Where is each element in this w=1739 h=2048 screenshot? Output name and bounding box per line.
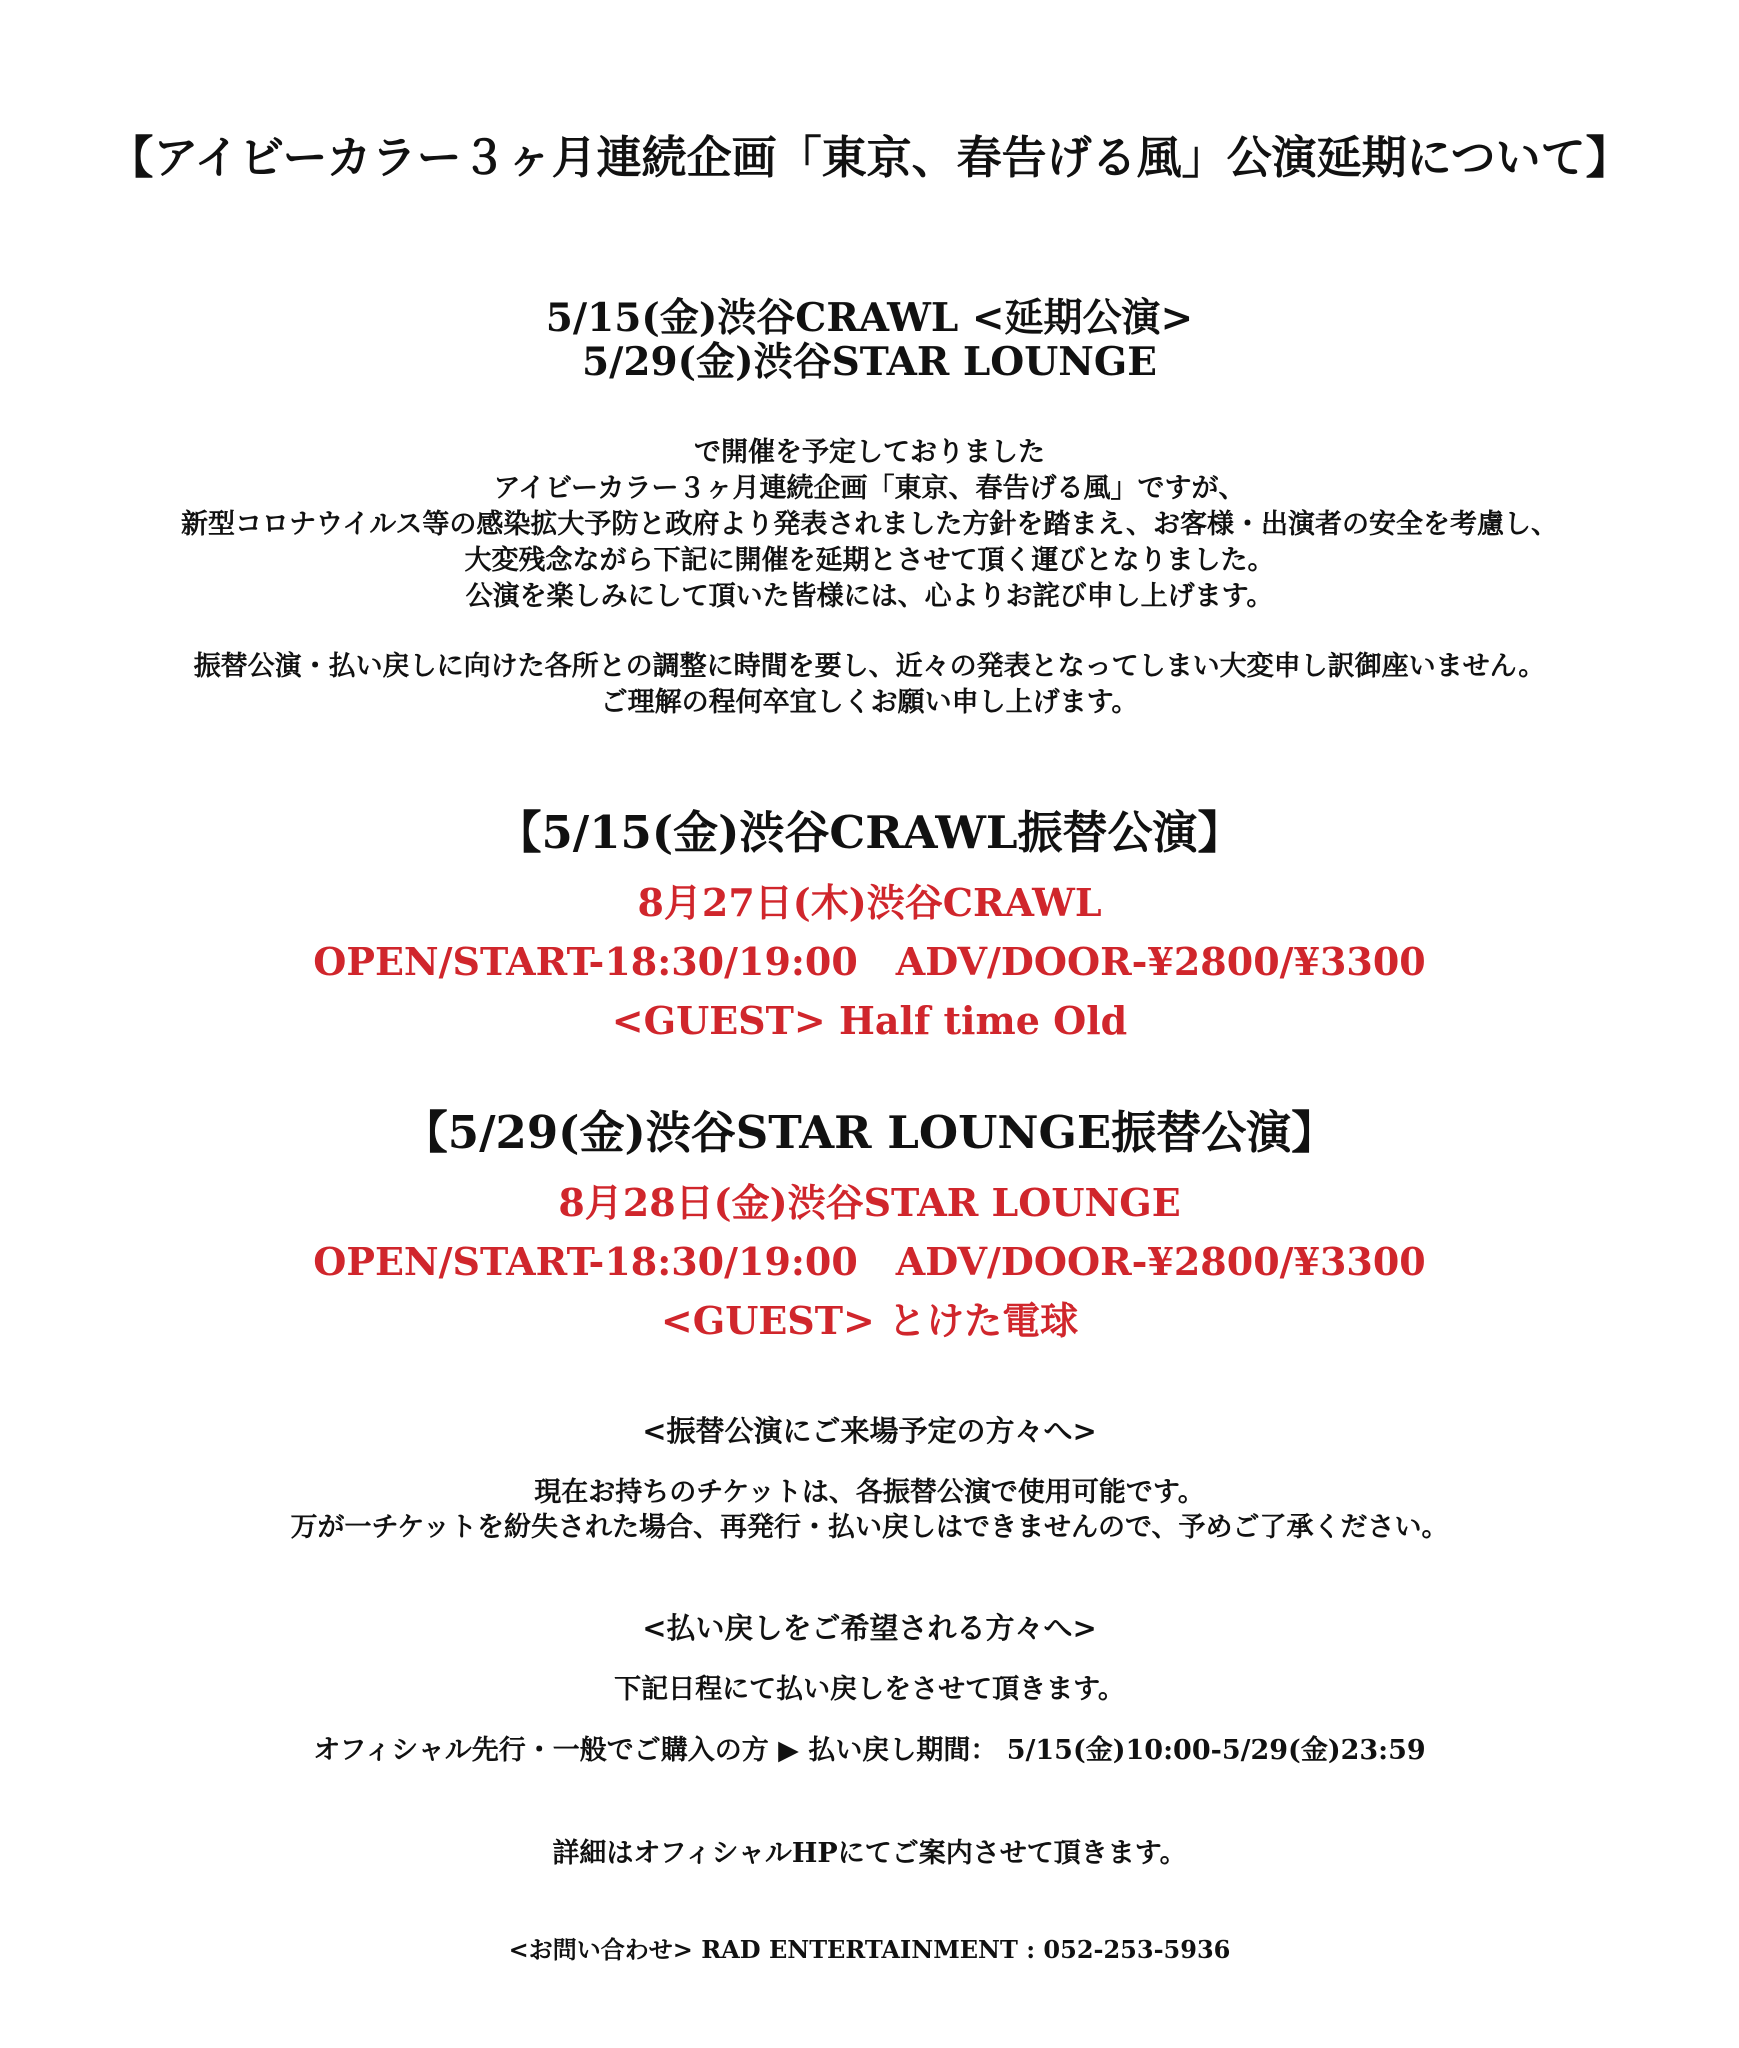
postponed-show-1: 5/15(金)渋谷CRAWL <延期公演> — [545, 295, 1194, 341]
postponed-show-2: 5/29(金)渋谷STAR LOUNGE — [582, 339, 1157, 385]
rescheduled-guest: <GUEST> Half time Old — [611, 998, 1128, 1043]
notice-line: 新型コロナウイルス等の感染拡大予防と政府より発表されました方針を踏まえ、お客様・出演者の安全を考慮し、 — [181, 509, 1558, 540]
apology-line: ご理解の程何卒宜しくお願い申し上げます。 — [600, 687, 1139, 718]
notice-line: アイビーカラー３ヶ月連続企画「東京、春告げる風」ですが、 — [493, 473, 1246, 504]
notice-line: 大変残念ながら下記に開催を延期とさせて頂く運びとなりました。 — [464, 545, 1275, 576]
refund-period: オフィシャル先行・一般でご購入の方 ▶ 払い戻し期間： 5/15(金)10:00-5/29(金)23:59 — [313, 1735, 1426, 1766]
rescheduled-times-prices: OPEN/START-18:30/19:00 ADV/DOOR-¥2800/¥3300 — [313, 1239, 1426, 1284]
contact-info: <お問い合わせ> RAD ENTERTAINMENT : 052-253-5936 — [508, 1935, 1231, 1964]
apology-line: 振替公演・払い戻しに向けた各所との調整に時間を要し、近々の発表となってしまい大変申し訳御座いません。 — [193, 651, 1546, 682]
rescheduled-times-prices: OPEN/START-18:30/19:00 ADV/DOOR-¥2800/¥3300 — [313, 939, 1426, 984]
transfer-line: 現在お持ちのチケットは、各振替公演で使用可能です。 — [534, 1477, 1205, 1508]
refund-heading: <払い戻しをご希望される方々へ> — [642, 1611, 1097, 1645]
page-title: 【アイビーカラー３ヶ月連続企画「東京、春告げる風」公演延期について】 — [108, 131, 1631, 184]
refund-line: 下記日程にて払い戻しをさせて頂きます。 — [614, 1674, 1125, 1705]
rescheduled-date-venue: 8月27日(木)渋谷CRAWL — [637, 880, 1102, 925]
transfer-heading: <振替公演にご来場予定の方々へ> — [642, 1414, 1097, 1448]
details-note: 詳細はオフィシャルHPにてご案内させて頂きます。 — [552, 1838, 1187, 1869]
transfer-line: 万が一チケットを紛失された場合、再発行・払い戻しはできませんので、予めご了承ください。 — [290, 1512, 1449, 1543]
notice-line: 公演を楽しみにして頂いた皆様には、心よりお詫び申し上げます。 — [465, 581, 1274, 612]
notice-line: で開催を予定しておりました — [694, 437, 1045, 468]
rescheduled-show-heading: 【5/15(金)渋谷CRAWL振替公演】 — [496, 806, 1243, 859]
rescheduled-show-heading: 【5/29(金)渋谷STAR LOUNGE振替公演】 — [402, 1106, 1337, 1159]
rescheduled-date-venue: 8月28日(金)渋谷STAR LOUNGE — [558, 1180, 1181, 1225]
rescheduled-guest: <GUEST> とけた電球 — [660, 1298, 1079, 1343]
